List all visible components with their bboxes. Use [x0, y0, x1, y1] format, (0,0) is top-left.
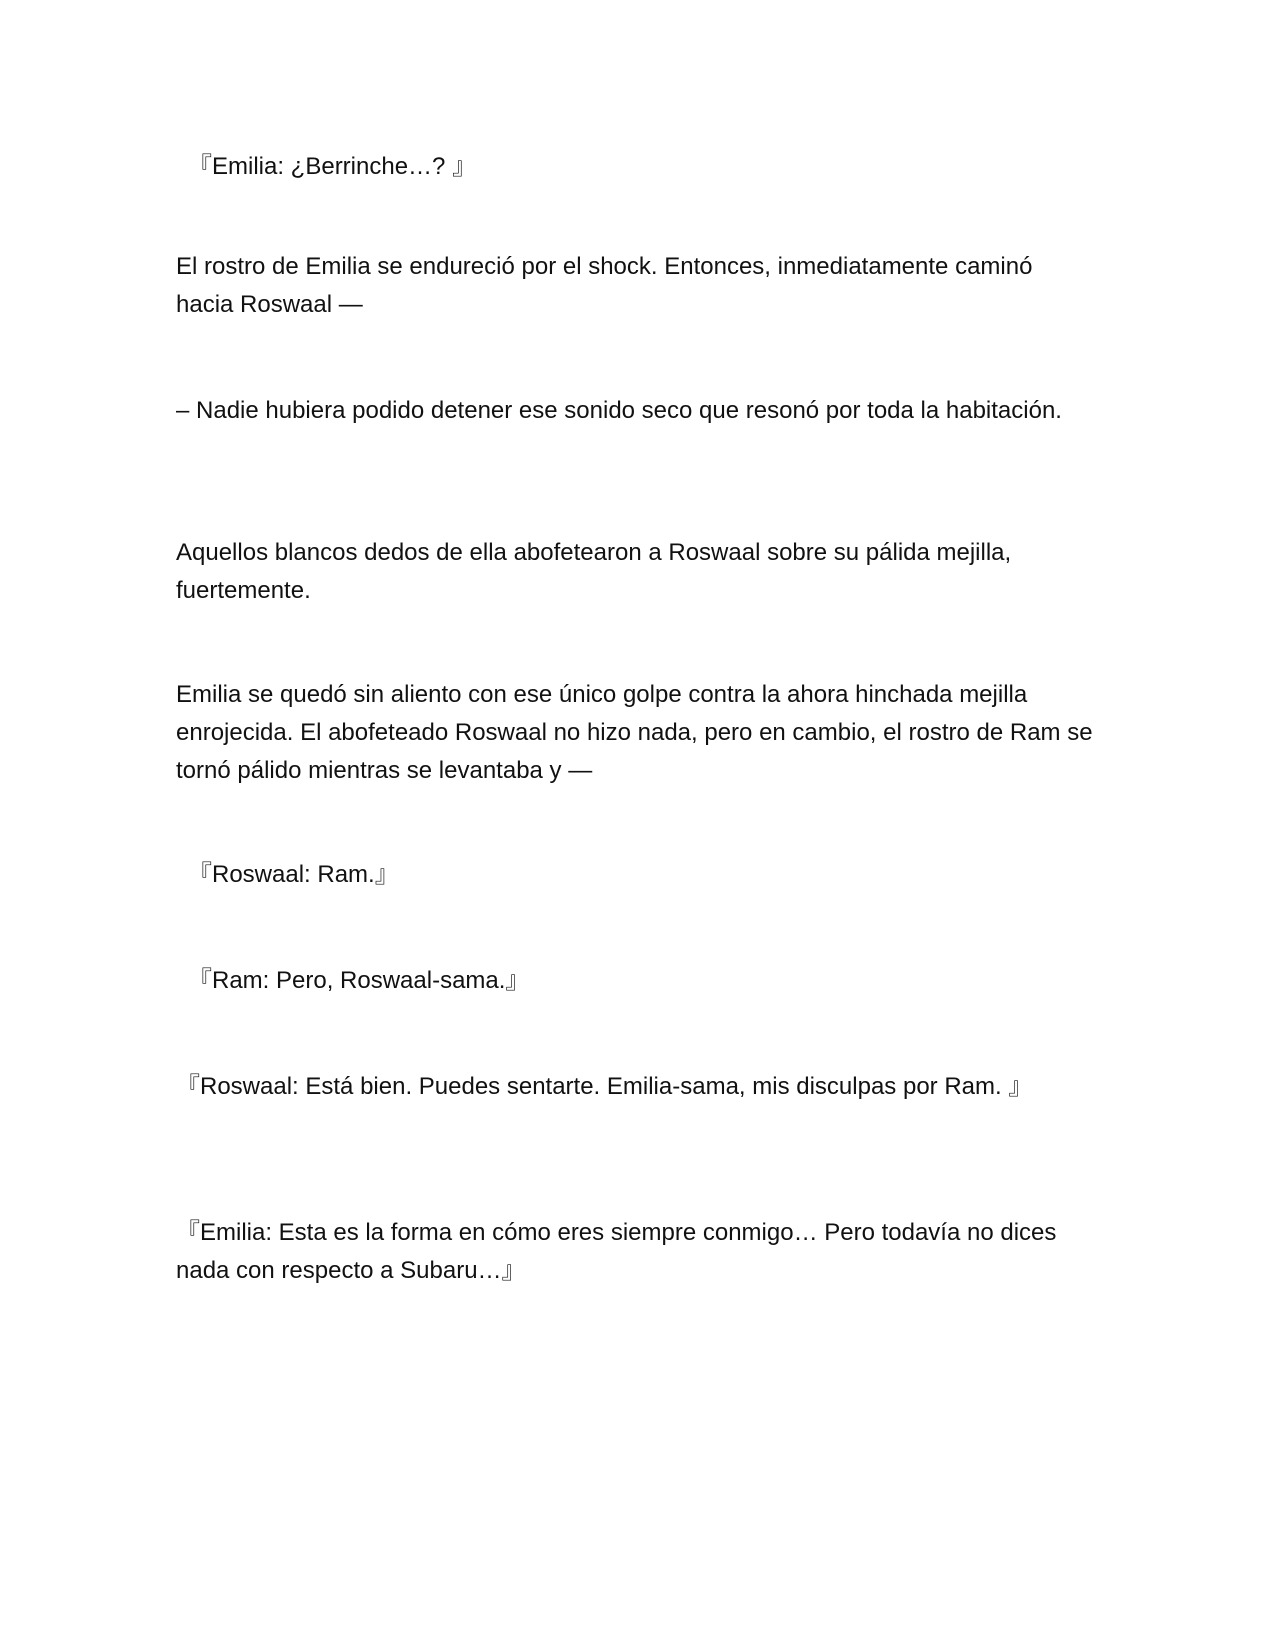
- paragraph-breathless: Emilia se quedó sin aliento con ese único golpe contra la ahora hinchada mejilla enrojecida. El abofeteado Roswaal no hizo nada, pero en cambio, el rostro de Ram se tornó pálido mientras se levantaba y —: [176, 681, 1093, 784]
- dialogue-roswaal-esta-bien: 『Roswaal: Está bien. Puedes sentarte. Emilia-sama, mis disculpas por Ram. 』: [176, 1073, 1033, 1100]
- dialogue-emilia-berrinche: 『Emilia: ¿Berrinche…? 』: [188, 153, 477, 180]
- paragraph-dry-sound: – Nadie hubiera podido detener ese sonido seco que resonó por toda la habitación.: [176, 397, 1062, 424]
- dialogue-roswaal-ram: 『Roswaal: Ram.』: [188, 861, 399, 888]
- paragraph-emilia-face: El rostro de Emilia se endureció por el shock. Entonces, inmediatamente caminó hacia Roswaal —: [176, 253, 1033, 318]
- dialogue-emilia-subaru: 『Emilia: Esta es la forma en cómo eres siempre conmigo… Pero todavía no dices nada con respecto a Subaru…』: [176, 1219, 1057, 1284]
- dialogue-ram-pero: 『Ram: Pero, Roswaal-sama.』: [188, 967, 530, 994]
- paragraph-slap: Aquellos blancos dedos de ella abofetearon a Roswaal sobre su pálida mejilla, fuertemente.: [176, 539, 1012, 604]
